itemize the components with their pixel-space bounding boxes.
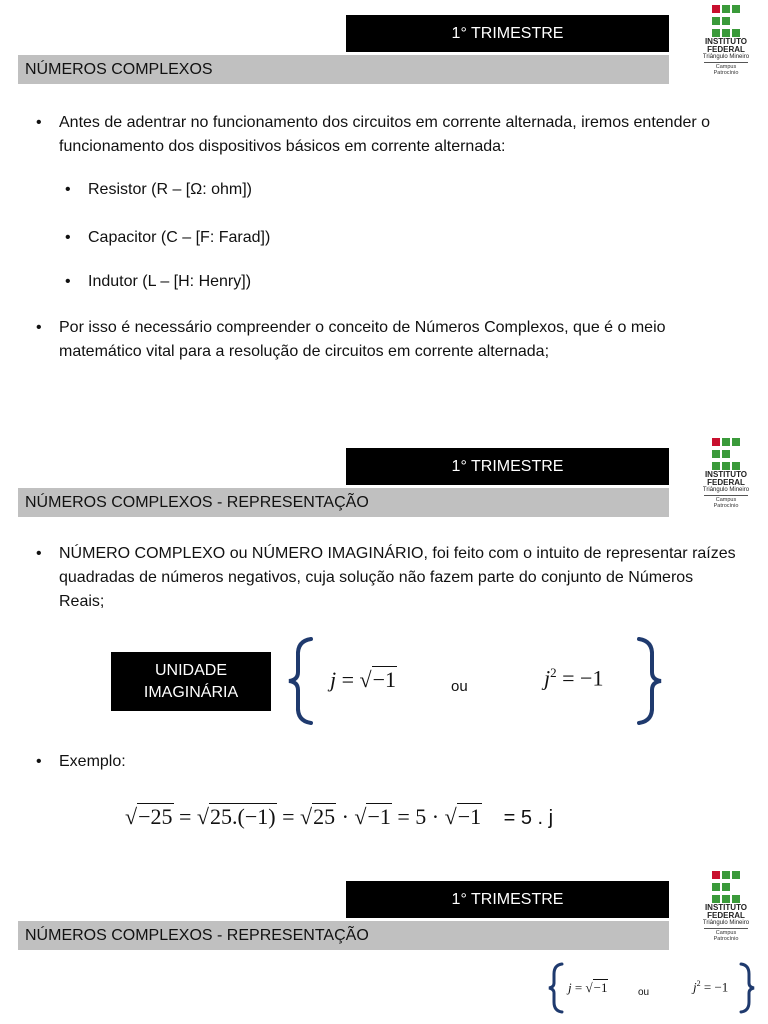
bullet-conclusion-text: Por isso é necessário compreender o conceito de Números Complexos, que é o meio matemático vital para a resolução de circuitos em corrente alternada; [59, 319, 666, 360]
formula-radicand: −1 [372, 667, 397, 692]
logo-text-city: Patrocínio [713, 70, 739, 76]
formula-exponent: 2 [696, 979, 701, 988]
example-equals: = [173, 804, 197, 829]
logo-divider [704, 62, 748, 63]
bullet-definition [36, 542, 736, 614]
logo-text-city: Patrocínio [713, 936, 739, 942]
bullet-dot: • [36, 114, 42, 131]
formula-j-squared [544, 665, 603, 691]
bullet-dot: • [36, 545, 42, 562]
bullet-example [36, 750, 336, 774]
institute-logo [694, 437, 758, 517]
bullet-definition-text: NÚMERO COMPLEXO ou NÚMERO IMAGINÁRIO, foi feito com o intuito de representar raízes quadradas de números negativos, cuja solução não fazem parte do conjunto de Números Reais; [59, 545, 736, 610]
logo-text-campus: Campus [715, 930, 737, 936]
left-brace-icon [285, 636, 317, 726]
trimester-label: 1° TRIMESTRE [451, 890, 564, 908]
example-equals: = 5 · [391, 804, 445, 829]
institute-logo [694, 4, 758, 84]
example-equation: √−25 = √25.(−1) = √25 · √−1 = 5 · √−1 = 5 . j [125, 804, 554, 829]
formula-var: j [544, 665, 551, 691]
slide-title: NÚMEROS COMPLEXOS - REPRESENTAÇÃO [25, 493, 369, 511]
unit-box-line1: UNIDADE [154, 661, 227, 679]
bullet-dot: • [36, 319, 42, 336]
bullet-conclusion [36, 316, 726, 364]
logo-text-city: Patrocínio [713, 503, 739, 509]
formula-var: j [330, 667, 337, 692]
right-brace-icon [738, 962, 756, 1014]
logo-text-instituto: INSTITUTO [704, 37, 748, 46]
example-radicand: 25.(−1) [210, 804, 276, 829]
slide-title: NÚMEROS COMPLEXOS [25, 60, 213, 78]
example-radicand: −1 [457, 804, 482, 829]
formula-j-sqrt: j = √−1 [330, 667, 397, 692]
formula-equals: = [336, 667, 360, 692]
slide-1 [0, 0, 768, 433]
logo-text-region: Triângulo Mineiro [702, 487, 750, 493]
slide-title-bar [18, 488, 669, 517]
bullet-intro [36, 111, 716, 159]
bullet-intro-text: Antes de adentrar no funcionamento dos circuitos em corrente alternada, iremos entender o funcionamento dos dispositivos básicos em corrente alternada: [59, 114, 711, 155]
bullet-dot: • [65, 273, 71, 290]
logo-text-region: Triângulo Mineiro [702, 920, 750, 926]
trimester-banner [346, 881, 669, 918]
logo-text-instituto: INSTITUTO [704, 903, 748, 912]
example-equals: = [276, 804, 300, 829]
logo-text-region: Triângulo Mineiro [702, 54, 750, 60]
trimester-banner [346, 15, 669, 52]
logo-divider [704, 928, 748, 929]
institute-logo-icon [711, 4, 741, 38]
slide-title-bar [18, 55, 669, 84]
trimester-label: 1° TRIMESTRE [451, 24, 564, 42]
slide-3 [0, 866, 768, 1024]
bullet-dot: • [36, 753, 42, 770]
formula-equals: = [571, 980, 586, 995]
list-item-text: Indutor (L – [H: Henry]) [88, 273, 252, 290]
list-item-text: Capacitor (C – [F: Farad]) [88, 229, 271, 246]
example-radicand: −1 [367, 804, 391, 829]
right-brace-icon [633, 636, 665, 726]
unit-box-line2: IMAGINÁRIA [143, 683, 239, 701]
or-text: ou [638, 987, 650, 998]
logo-text-federal: FEDERAL [707, 45, 745, 54]
list-item-resistor [65, 178, 465, 202]
bullet-dot: • [65, 229, 71, 246]
formula-rest: = −1 [556, 665, 604, 691]
bullet-dot: • [65, 181, 71, 198]
example-label: Exemplo: [59, 753, 126, 770]
slide-2 [0, 433, 768, 866]
institute-logo-icon [711, 870, 741, 904]
institute-logo-icon [711, 437, 741, 471]
imaginary-unit-box [111, 652, 271, 711]
list-item-text: Resistor (R – [Ω: ohm]) [88, 181, 252, 198]
logo-text-federal: FEDERAL [707, 911, 745, 920]
logo-divider [704, 495, 748, 496]
slide-title: NÚMEROS COMPLEXOS - REPRESENTAÇÃO [25, 926, 369, 944]
formula-j-sqrt: j = √−1 [568, 980, 608, 995]
logo-text-instituto: INSTITUTO [704, 470, 748, 479]
formula-var: j [568, 980, 572, 995]
trimester-banner [346, 448, 669, 485]
logo-text-campus: Campus [715, 64, 737, 70]
example-dot: · [336, 804, 355, 829]
list-item-capacitor [65, 226, 465, 250]
formula-rest: = −1 [700, 979, 729, 995]
example-radicand: 25 [313, 804, 336, 829]
formula-radicand: −1 [593, 980, 608, 995]
formula-var: j [693, 979, 697, 995]
left-brace-icon [547, 962, 565, 1014]
or-text: ou [451, 678, 468, 695]
formula-j-squared [693, 979, 728, 995]
list-item-inductor [65, 270, 465, 294]
trimester-label: 1° TRIMESTRE [451, 457, 564, 475]
slide-title-bar [18, 921, 669, 950]
example-radicand: −25 [138, 804, 173, 829]
logo-text-campus: Campus [715, 497, 737, 503]
institute-logo [694, 870, 758, 950]
logo-text-federal: FEDERAL [707, 478, 745, 487]
example-result: = 5 . j [503, 807, 554, 829]
formula-exponent: 2 [550, 665, 557, 680]
